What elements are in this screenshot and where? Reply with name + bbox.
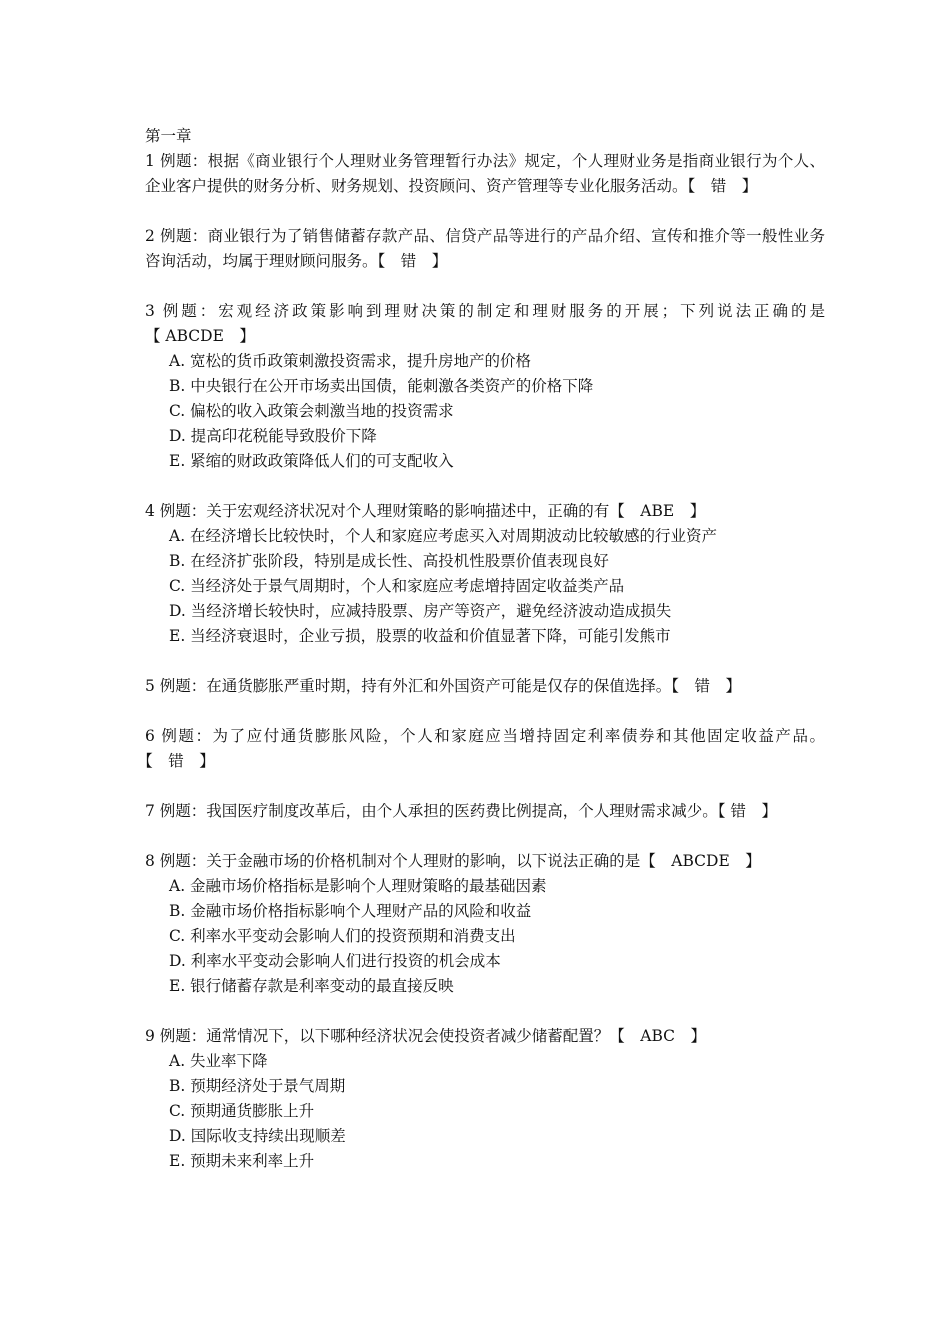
question-block [145,499,825,649]
question-block [145,1024,825,1174]
option-item: D. 国际收支持续出现顺差 [169,1127,346,1145]
question-list [145,149,825,1174]
option-item: D. 提高印花税能导致股价下降 [169,427,377,445]
question-block [145,674,825,699]
question-block [145,799,825,824]
option-item: C. 利率水平变动会影响人们的投资预期和消费支出 [169,927,516,945]
question-answer: 【 错 】 [671,677,742,695]
question-answer: 【 ABCDE 】 [640,852,761,870]
option-item: B. 预期经济处于景气周期 [169,1077,346,1095]
option-item: B. 金融市场价格指标影响个人理财产品的风险和收益 [169,902,532,920]
question-stem: 3 例题：宏观经济政策影响到理财决策的制定和理财服务的开展；下列说法正确的是 [145,302,825,320]
question-answer: 【 ABE 】 [609,502,706,520]
option-item: B. 在经济扩张阶段，特别是成长性、高投机性股票价值表现良好 [169,552,609,570]
option-item: D. 当经济增长较快时，应减持股票、房产等资产，避免经济波动造成损失 [169,602,672,620]
option-list [145,874,825,999]
option-item: A. 在经济增长比较快时，个人和家庭应考虑买入对周期波动比较敏感的行业资产 [169,527,718,545]
question-block [145,724,825,774]
question-text [145,1024,825,1049]
question-block [145,299,825,474]
question-stem: 6 例题：为了应付通货膨胀风险，个人和家庭应当增持固定利率债券和其他固定收益产品。 [145,727,825,745]
question-text [145,799,825,824]
question-text [145,224,825,274]
question-stem: 8 例题：关于金融市场的价格机制对个人理财的影响，以下说法正确的是 [145,852,641,870]
option-item: C. 预期通货膨胀上升 [169,1102,315,1120]
question-stem: 7 例题：我国医疗制度改革后，由个人承担的医药费比例提高，个人理财需求减少。 [145,802,718,820]
option-item: E. 紧缩的财政政策降低人们的可支配收入 [169,452,454,470]
question-answer: 【 错 】 [145,752,215,770]
question-answer: 【 错 】 [687,177,758,195]
question-text [145,674,825,699]
question-stem: 5 例题：在通货膨胀严重时期，持有外汇和外国资产可能是仅存的保值选择。 [145,677,672,695]
question-block [145,149,825,199]
question-answer: 【 错 】 [377,252,448,270]
question-answer: 【 错 】 [717,802,777,820]
question-block [145,849,825,999]
question-text [145,299,825,349]
question-answer: 【 ABCDE 】 [145,327,255,345]
option-item: D. 利率水平变动会影响人们进行投资的机会成本 [169,952,501,970]
option-item: A. 失业率下降 [169,1052,268,1070]
option-list [145,1049,825,1174]
option-item: E. 当经济衰退时，企业亏损，股票的收益和价值显著下降，可能引发熊市 [169,627,671,645]
question-answer: 【 ABC 】 [609,1027,707,1045]
document-body [145,124,825,1199]
option-list [145,524,825,649]
option-list [145,349,825,474]
option-item: E. 预期未来利率上升 [169,1152,315,1170]
question-text [145,149,825,199]
option-item: A. 金融市场价格指标是影响个人理财策略的最基础因素 [169,877,547,895]
chapter-title: 第一章 [145,127,192,145]
question-text [145,849,825,874]
option-item: C. 偏松的收入政策会刺激当地的投资需求 [169,402,454,420]
option-item: C. 当经济处于景气周期时，个人和家庭应考虑增持固定收益类产品 [169,577,625,595]
question-stem: 4 例题：关于宏观经济状况对个人理财策略的影响描述中，正确的有 [145,502,610,520]
question-block [145,224,825,274]
option-item: E. 银行储蓄存款是利率变动的最直接反映 [169,977,454,995]
question-text [145,724,825,774]
question-stem: 9 例题：通常情况下，以下哪种经济状况会使投资者减少储蓄配置？ [145,1027,610,1045]
question-stem: 2 例题：商业银行为了销售储蓄存款产品、信贷产品等进行的产品介绍、宣传和推介等一般性业务咨询活动，均属于理财顾问服务。 [145,227,825,270]
option-item: A. 宽松的货币政策刺激投资需求，提升房地产的价格 [169,352,532,370]
option-item: B. 中央银行在公开市场卖出国债，能刺激各类资产的价格下降 [169,377,594,395]
question-text [145,499,825,524]
question-stem: 1 例题：根据《商业银行个人理财业务管理暂行办法》规定，个人理财业务是指商业银行为个人、企业客户提供的财务分析、财务规划、投资顾问、资产管理等专业化服务活动。 [145,152,825,195]
